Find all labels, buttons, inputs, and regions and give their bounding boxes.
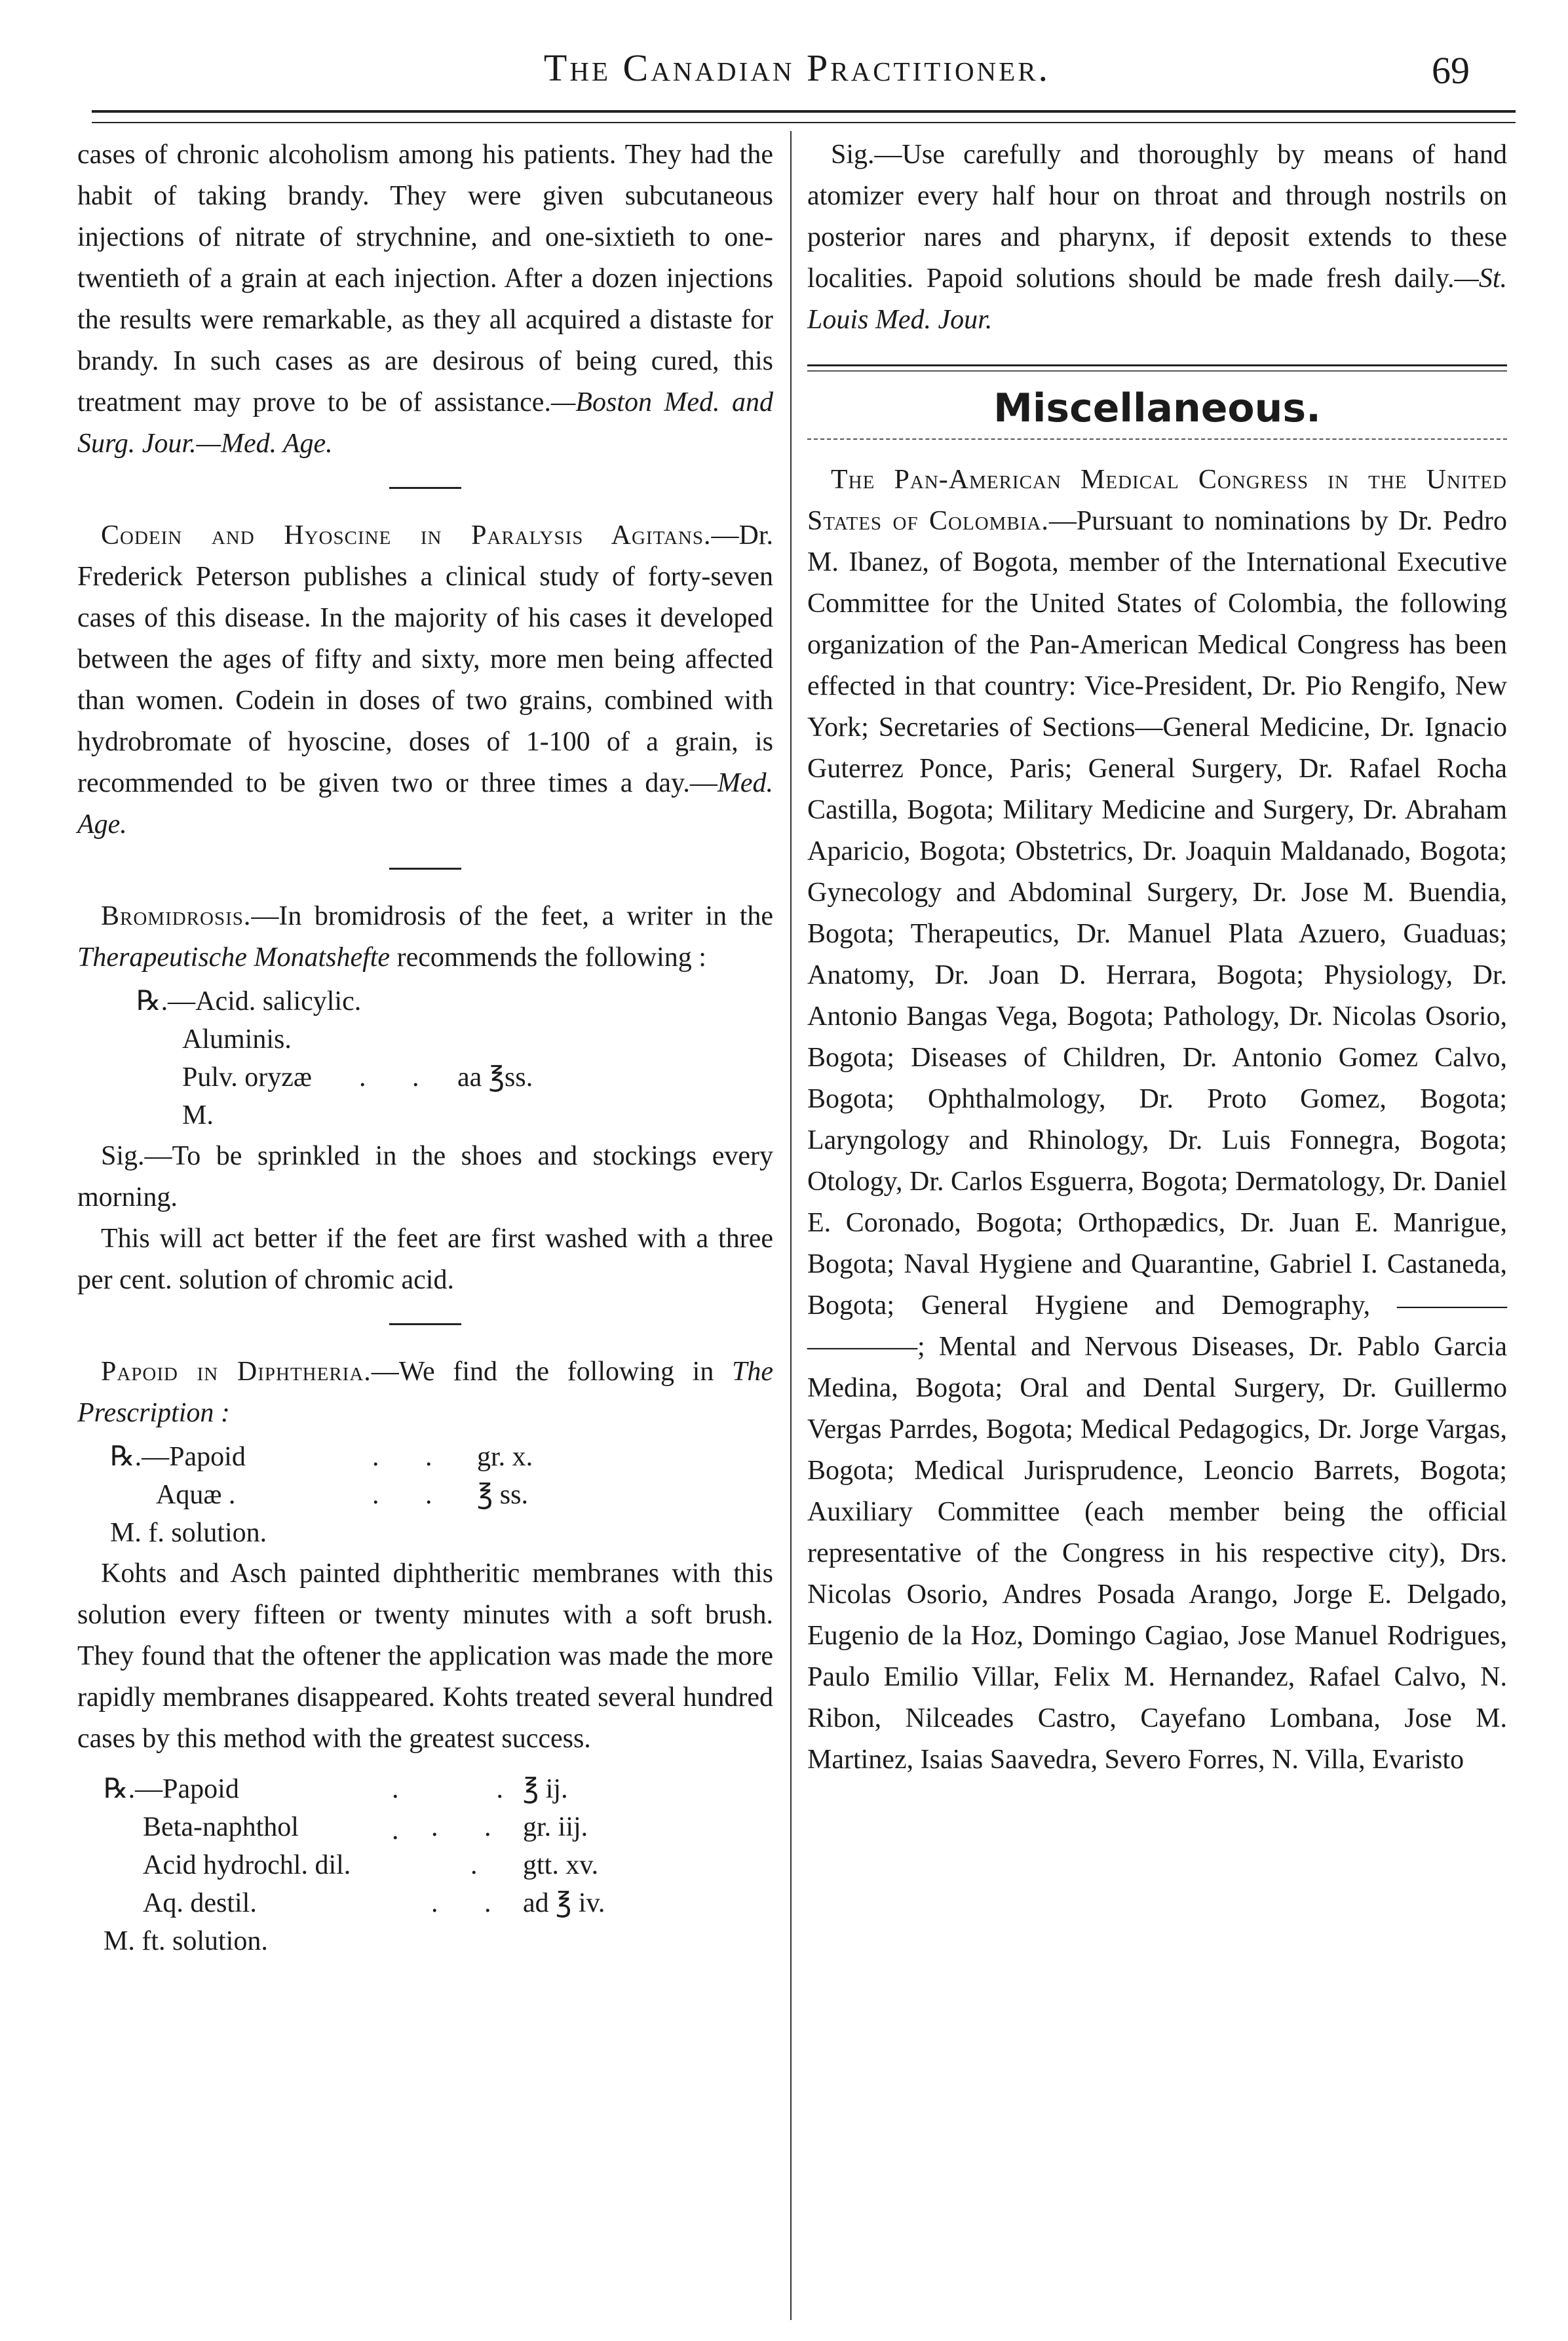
rx-ingredient: ℞.—Acid. salicylic. — [136, 986, 362, 1016]
rx-quantity: ℥ ij. — [523, 1774, 568, 1804]
section-rule-dashed — [807, 438, 1507, 440]
rx-line — [136, 1095, 773, 1133]
rx-ingredient: Beta-naphthol — [143, 1812, 299, 1842]
rx-quantity: gr. x. — [477, 1442, 533, 1472]
bromidrosis-body-2: recommends the following : — [390, 942, 706, 973]
rx-line — [110, 1513, 773, 1551]
rx-dots: . . — [431, 1812, 511, 1842]
section-rule-thick — [807, 364, 1507, 366]
rx-quantity: aa ℥ss. — [457, 1062, 533, 1093]
sig-citation: —St. Louis Med. Jour. — [807, 263, 1507, 335]
rx-line — [136, 981, 773, 1019]
rx-line — [136, 1019, 773, 1057]
rx-line — [110, 1437, 773, 1475]
papoid-title: Papoid in Diphtheria. — [101, 1357, 372, 1387]
rx-ingredient: M. f. solution. — [110, 1518, 267, 1548]
rx-dots: . . — [372, 1442, 452, 1472]
rx-line — [104, 1845, 773, 1883]
papoid-article — [77, 1351, 773, 1434]
codein-citation: Med. Age. — [77, 768, 773, 840]
section-rule — [389, 487, 461, 489]
rx-line — [136, 1057, 773, 1095]
papoid-prescription-2 — [104, 1769, 773, 1959]
rx-ingredient: M. ft. solution. — [104, 1926, 268, 1956]
header-rule-thick — [92, 110, 1516, 113]
miscellaneous-heading: Miscellaneous. — [993, 385, 1321, 431]
rx-quantity: ad ℥ iv. — [523, 1888, 605, 1918]
papoid-body-1: —We find the following in — [371, 1357, 732, 1387]
rx-dots: . . — [431, 1888, 511, 1918]
rx-ingredient: ℞.—Papoid — [104, 1774, 239, 1804]
bromidrosis-body-1: —In bromidrosis of the feet, a writer in the — [251, 901, 773, 931]
rx-line — [104, 1807, 773, 1845]
intro-text: cases of chronic alcoholism among his patients. They had the habit of taking brandy. They were given subcutaneous injections of nitrate of strychnine, and one-sixtieth to one-twentieth of a grain at each injection. After a dozen injections the results were remarkable, as they all acquired a distaste for brandy. In such cases as are desirous of being cured, this treatment may prove to be of assistance. — [77, 140, 773, 417]
rx-dots: . . — [359, 1062, 439, 1093]
codein-article — [77, 515, 773, 845]
rx-ingredient: Aluminis. — [182, 1024, 292, 1054]
rx-ingredient: ℞.—Papoid — [110, 1442, 246, 1472]
section-rule — [389, 868, 461, 870]
bromidrosis-sig: Sig.—To be sprinkled in the shoes and stockings every morning. — [77, 1141, 773, 1212]
rx-dots: . — [470, 1850, 497, 1880]
rx-dots: . . . — [392, 1774, 523, 1846]
codein-title: Codein and Hyoscine in Paralysis Agitans. — [101, 520, 712, 551]
congress-article — [807, 459, 1507, 1781]
rx-ingredient: Acid hydrochl. dil. — [143, 1850, 351, 1880]
bromidrosis-title: Bromidrosis. — [101, 901, 252, 931]
intro-citation: —Boston Med. and Surg. Jour.—Med. Age. — [77, 387, 773, 459]
bromidrosis-article — [77, 896, 773, 978]
section-rule — [389, 1323, 461, 1325]
bromidrosis-journal: Therapeutische Monatshefte — [77, 942, 391, 973]
right-column — [807, 134, 1507, 1781]
rx-line — [110, 1475, 773, 1513]
papoid-prescription-1 — [110, 1437, 773, 1551]
header-rule-thin — [92, 122, 1516, 123]
sig-text: Sig.—Use carefully and thoroughly by means of hand atomizer every half hour on throat and through nostrils on posterior nares and pharynx, if deposit extends to these localities. Papoid solutions should be made fresh daily. — [807, 140, 1507, 294]
rx-quantity: gr. iij. — [523, 1812, 588, 1842]
rx-ingredient: M. — [182, 1100, 214, 1131]
sig-paragraph — [807, 134, 1507, 341]
rx-dots: . . — [372, 1480, 452, 1510]
congress-title: The Pan-American Medical Congress in the United States of Colombia. — [807, 465, 1507, 536]
congress-body: —Pursuant to nominations by Dr. Pedro M. Ibanez, of Bogota, member of the International Executive Committee for the United States of Colombia, the following organization of the Pan-American Medical Congress has been effected in that country: Vice-President, Dr. Pio Rengifo, New York; Secretaries of Sections—General Medicine, Dr. Ignacio Guterrez Ponce, Paris; General Surgery, Dr. Rafael Rocha Castilla, Bogota; Military Medicine and Surgery, Dr. Abraham Aparicio, Bogota; Obstetrics, Dr. Joaquin Maldanado, Bogota; Gynecology and Abdominal Surgery, Dr. Jose M. Buendia, Bogota; Therapeutics, Dr. Manuel Plata Azuero, Guaduas; Anatomy, Dr. Joan D. Herrara, Bogota; Physiology, Dr. Antonio Bangas Vega, Bogota; Pathology, Dr. Nicolas Osorio, Bogota; Diseases of Children, Dr. Antonio Gomez Calvo, Bogota; Ophthalmology, Dr. Proto Gomez, Bogota; Laryngology and Rhinology, Dr. Luis Fonnegra, Bogota; Otology, Dr. Carlos Esguerra, Bogota; Dermatology, Dr. Daniel E. Coronado, Bogota; Orthopædics, Dr. Juan E. Manrigue, Bogota; Naval Hygiene and Quarantine, Gabriel I. Castaneda, Bogota; General Hygiene and Demography, ———— ————; Mental and Nervous Diseases, Dr. Pablo Garcia Medina, Bogota; Oral and Dental Surgery, Dr. Guillermo Vergas Parrdes, Bogota; Medical Pedagogics, Dr. Jorge Vargas, Bogota; Medical Jurisprudence, Leoncio Barrets, Bogota; Auxiliary Committee (each member being the official representative of the Congress in his respective city), Drs. Nicolas Osorio, Andres Posada Arango, Jorge E. Delgado, Eugenio de la Hoz, Domingo Cagiao, Jose Manuel Rodrigues, Paulo Emilio Villar, Felix M. Hernandez, Rafael Calvo, N. Ribon, Nilceades Castro, Cayefano Lombana, Jose M. Martinez, Isaias Saavedra, Severo Forres, N. Villa, Evaristo — [807, 506, 1507, 1775]
rx-quantity: ℥ ss. — [477, 1480, 528, 1510]
bromidrosis-note: This will act better if the feet are first washed with a three per cent. solution of chromic acid. — [77, 1224, 773, 1295]
intro-paragraph — [77, 134, 773, 465]
bromidrosis-prescription — [136, 981, 773, 1133]
rx-quantity: gtt. xv. — [523, 1850, 599, 1880]
rx-line — [104, 1883, 773, 1921]
left-column — [77, 134, 773, 1962]
page-number: 69 — [1432, 49, 1470, 92]
papoid-journal: The Prescription : — [77, 1357, 773, 1428]
rx-ingredient: Aq. destil. — [143, 1888, 257, 1918]
section-rule-thin — [807, 370, 1507, 372]
papoid-body: Kohts and Asch painted diphtheritic membranes with this solution every fifteen or twenty minutes with a soft brush. They found that the oftener the application was made the more rapidly membranes disappeared. Kohts treated several hundred cases by this method with the greatest success. — [77, 1558, 773, 1754]
running-head — [79, 46, 1516, 105]
column-divider — [790, 131, 792, 2320]
rx-line — [104, 1921, 773, 1959]
rx-ingredient: Pulv. oryzæ — [182, 1062, 312, 1093]
rx-ingredient: Aquæ . — [156, 1480, 236, 1510]
codein-body: —Dr. Frederick Peterson publishes a clinical study of forty-seven cases of this disease. In the majority of his cases it developed between the ages of fifty and sixty, more men being affected than women. Codein in doses of two grains, combined with hydrobromate of hyoscine, doses of 1-100 of a grain, is recommended to be given two or three times a day.— — [77, 520, 773, 798]
running-title: The Canadian Practitioner. — [543, 47, 1051, 89]
